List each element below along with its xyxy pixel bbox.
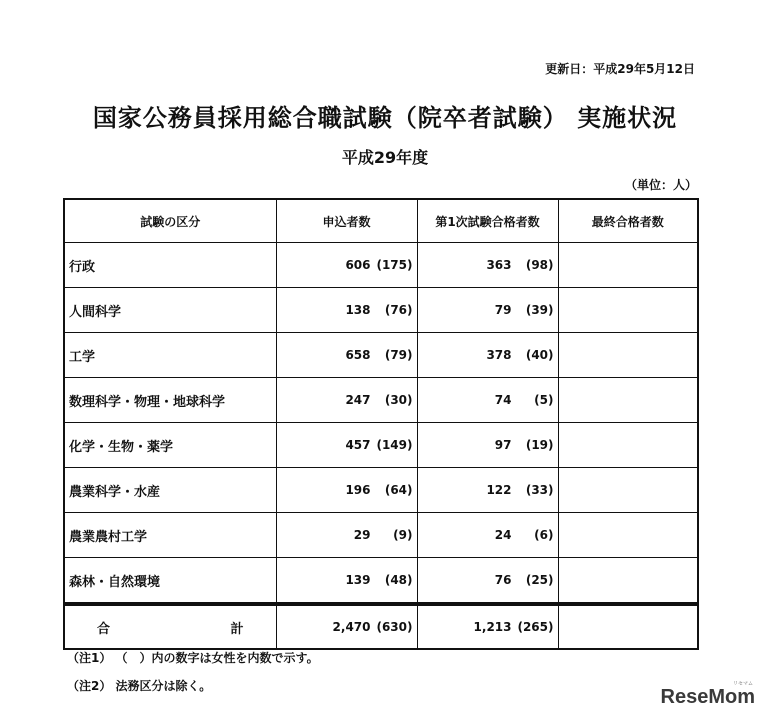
applicants-cell [276, 558, 417, 605]
category-cell: 農業農村工学 [64, 513, 276, 558]
column-header-applicants: 申込者数 [276, 199, 417, 243]
final-pass-cell [558, 558, 698, 605]
category-cell: 森林・自然環境 [64, 558, 276, 605]
total-label-left: 合 [97, 621, 111, 637]
first-pass-cell [417, 243, 558, 288]
applicants-cell [276, 423, 417, 468]
applicants-women-count: (149) [376, 438, 413, 452]
applicants-cell [276, 468, 417, 513]
first-pass-cell [417, 288, 558, 333]
applicants-count: 606 [345, 258, 371, 272]
logo-subtext: リセマム [733, 681, 753, 687]
first-pass-cell [417, 378, 558, 423]
category-cell: 化学・生物・薬学 [64, 423, 276, 468]
logo-text: ReseMom [660, 686, 755, 708]
first-pass-cell [417, 423, 558, 468]
first-pass-women-count: (33) [525, 483, 554, 497]
table-row [64, 558, 698, 605]
total-applicants-women: (630) [376, 620, 413, 634]
table-row [64, 423, 698, 468]
applicants-count: 139 [345, 573, 371, 587]
first-pass-women-count: (6) [534, 528, 554, 542]
first-pass-count: 79 [494, 303, 512, 317]
applicants-count: 29 [353, 528, 371, 542]
applicants-cell [276, 378, 417, 423]
final-pass-cell [558, 468, 698, 513]
resemom-logo [660, 681, 755, 709]
applicants-count: 457 [345, 438, 371, 452]
total-label-right: 計 [230, 621, 244, 637]
applicants-women-count: (9) [393, 528, 413, 542]
applicants-women-count: (64) [384, 483, 413, 497]
table-row [64, 513, 698, 558]
total-applicants: 2,470 [332, 620, 371, 634]
applicants-cell [276, 513, 417, 558]
first-pass-count: 74 [494, 393, 512, 407]
total-first-pass: 1,213 [473, 620, 512, 634]
first-pass-count: 122 [486, 483, 512, 497]
first-pass-count: 363 [486, 258, 512, 272]
final-pass-cell [558, 378, 698, 423]
first-pass-count: 378 [486, 348, 512, 362]
category-cell: 行政 [64, 243, 276, 288]
results-table [63, 198, 699, 650]
fiscal-year: 平成29年度 [341, 148, 429, 167]
applicants-women-count: (76) [384, 303, 413, 317]
applicants-cell [276, 333, 417, 378]
total-first-pass-women: (265) [517, 620, 554, 634]
first-pass-women-count: (19) [525, 438, 554, 452]
table-row [64, 288, 698, 333]
total-row [64, 604, 698, 649]
applicants-count: 138 [345, 303, 371, 317]
note-1: （注1） （ ）内の数字は女性を内数で示す。 [67, 651, 319, 665]
total-applicants-cell [276, 604, 417, 649]
first-pass-count: 97 [494, 438, 512, 452]
first-pass-women-count: (98) [525, 258, 554, 272]
final-pass-cell [558, 333, 698, 378]
unit-label: （単位：人） [624, 178, 697, 192]
total-label-cell [64, 604, 276, 649]
first-pass-women-count: (40) [525, 348, 554, 362]
applicants-women-count: (79) [384, 348, 413, 362]
first-pass-women-count: (25) [525, 573, 554, 587]
table-row [64, 333, 698, 378]
applicants-count: 658 [345, 348, 371, 362]
column-header-first-pass: 第1次試験合格者数 [417, 199, 558, 243]
final-pass-cell [558, 423, 698, 468]
first-pass-cell [417, 513, 558, 558]
category-cell: 人間科学 [64, 288, 276, 333]
first-pass-women-count: (5) [534, 393, 554, 407]
table-row [64, 243, 698, 288]
page-title: 国家公務員採用総合職試験（院卒者試験） 実施状況 [92, 104, 678, 132]
first-pass-cell [417, 558, 558, 605]
column-header-category: 試験の区分 [64, 199, 276, 243]
table-header-row [64, 199, 698, 243]
category-cell: 農業科学・水産 [64, 468, 276, 513]
applicants-count: 196 [345, 483, 371, 497]
column-header-final-pass: 最終合格者数 [558, 199, 698, 243]
updated-date: 更新日：平成29年5月12日 [545, 62, 695, 76]
final-pass-cell [558, 288, 698, 333]
applicants-women-count: (48) [384, 573, 413, 587]
first-pass-women-count: (39) [525, 303, 554, 317]
table-row [64, 468, 698, 513]
total-first-pass-cell [417, 604, 558, 649]
category-cell: 数理科学・物理・地球科学 [64, 378, 276, 423]
table-body [64, 243, 698, 605]
applicants-cell [276, 288, 417, 333]
first-pass-cell [417, 468, 558, 513]
applicants-cell [276, 243, 417, 288]
applicants-women-count: (175) [376, 258, 413, 272]
applicants-women-count: (30) [384, 393, 413, 407]
total-final-pass [558, 604, 698, 649]
first-pass-count: 24 [494, 528, 512, 542]
first-pass-count: 76 [494, 573, 512, 587]
note-2: （注2） 法務区分は除く。 [67, 679, 212, 693]
table-row [64, 378, 698, 423]
category-cell: 工学 [64, 333, 276, 378]
final-pass-cell [558, 513, 698, 558]
applicants-count: 247 [345, 393, 371, 407]
final-pass-cell [558, 243, 698, 288]
first-pass-cell [417, 333, 558, 378]
